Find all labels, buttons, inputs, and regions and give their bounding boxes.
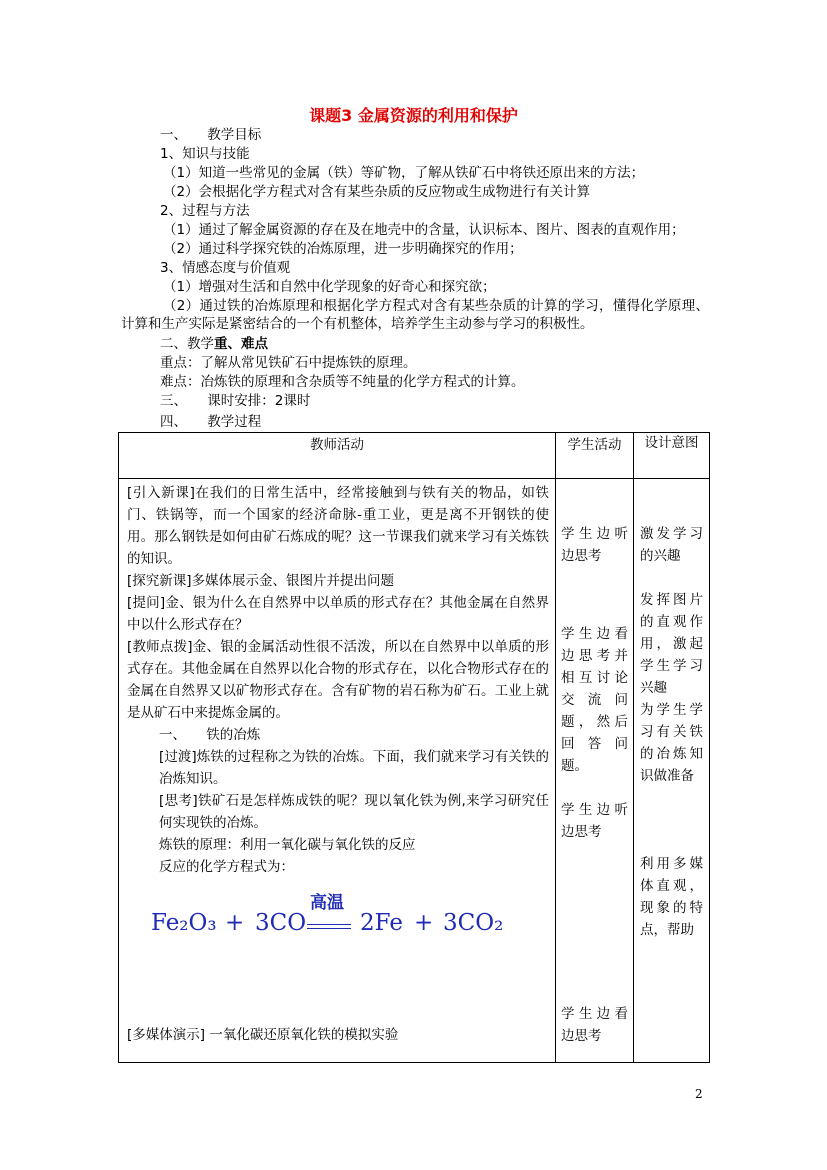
iron-smelting-heading: 一、 铁的冶炼 (159, 727, 261, 743)
student-activity-2: 学生边看边思考并相互讨论交流问题，然后回答问题。 (561, 626, 628, 774)
section-key-points-heading (160, 335, 268, 353)
key-points-heading-prefix: 二、教学 (160, 336, 214, 352)
chemical-equation (127, 893, 549, 948)
teacher-explore: [探究新课]多媒体展示金、银图片并提出问题 (127, 573, 395, 589)
header-design-intent: 设计意图 (634, 433, 710, 479)
equation-intro: 反应的化学方程式为： (159, 859, 294, 875)
design-intent-1: 激发学习的兴趣 (640, 526, 703, 564)
student-activity-3: 学生边听边思考 (561, 802, 628, 840)
objective-process-1: （1）通过了解金属资源的存在及在地壳中的含量，认识标本、图片、图表的直观作用； (163, 222, 685, 238)
reactant-fe2o3: Fe₂O₃ (151, 910, 217, 936)
objective-knowledge-1: （1）知道一些常见的金属（铁）等矿物，了解从铁矿石中将铁还原出来的方法； (163, 165, 645, 181)
section-process-heading: 四、 教学过程 (160, 414, 262, 430)
objective-attitude-heading: 3、情感态度与价值观 (160, 260, 291, 276)
reactant-co: 3CO (255, 910, 307, 936)
teacher-transition: [过渡]炼铁的过程称之为铁的冶炼。下面，我们就来学习有关铁的冶炼知识。 (159, 749, 549, 787)
objective-knowledge-2: （2）会根据化学方程式对含有某些杂质的反应物或生成物进行有关计算 (163, 184, 591, 200)
document-title: 课题3 金属资源的利用和保护 (309, 106, 518, 125)
plus-sign-1: + (225, 910, 245, 936)
student-activity-4: 学生边看边思考 (561, 1006, 628, 1044)
objective-process-2: （2）通过科学探究铁的冶炼原理，进一步明确探究的作用； (163, 241, 523, 257)
teacher-activity-cell (119, 479, 556, 1063)
key-points-heading-bold: 重、难点 (214, 336, 268, 352)
section-schedule: 三、 课时安排：2课时 (160, 393, 311, 409)
header-student-activity: 学生活动 (556, 433, 634, 479)
equals-bar-top (307, 924, 351, 925)
teacher-intro: [引入新课]在我们的日常生活中，经常接触到与铁有关的物品，如铁门、铁锅等，而一个国家的经济命脉-重工业，更是离不开钢铁的使用。那么钢铁是如何由矿石炼成的呢？这一节课我们就来学习有关炼铁的知识。 (127, 485, 549, 567)
objective-knowledge-heading: 1、知识与技能 (160, 146, 250, 162)
key-point: 重点：了解从常见铁矿石中提炼铁的原理。 (160, 355, 417, 371)
header-teacher-activity: 教师活动 (119, 433, 556, 479)
design-intent-2: 发挥图片的直观作用，激起学生学习兴趣 (640, 592, 703, 696)
teacher-guidance: [教师点拨]金、银的金属活动性很不活泼，所以在自然界中以单质的形式存在。其他金属在自然界以化合物的形式存在，以化合物形式存在的金属在自然界又以矿物形式存在。含有矿物的岩石称为矿石。工业上就是从矿石中来提炼金属的。 (127, 639, 549, 721)
difficult-point: 难点：冶炼铁的原理和含杂质等不纯量的化学方程式的计算。 (160, 374, 525, 390)
objective-attitude-2: （2）通过铁的冶炼原理和根据化学方程式对含有某些杂质的计算的学习，懂得化学原理、计算和生产实际是紧密结合的一个有机整体，培养学生主动参与学习的积极性。 (121, 298, 709, 332)
objective-process-heading: 2、过程与方法 (160, 203, 250, 219)
plus-sign-2: + (414, 910, 434, 936)
design-intent-cell (634, 479, 710, 1063)
section-objectives-heading: 一、 教学目标 (160, 127, 262, 143)
product-co2: 3CO₂ (443, 910, 504, 936)
page-number: 2 (695, 1087, 703, 1101)
teacher-question: [提问]金、银为什么在自然界中以单质的形式存在？其他金属在自然界中以什么形式存在？ (127, 595, 549, 633)
smelting-principle: 炼铁的原理：利用一氧化碳与氧化铁的反应 (159, 837, 416, 853)
equals-bar-bottom (307, 928, 351, 929)
teacher-think: [思考]铁矿石是怎样炼成铁的呢？现以氧化铁为例,来学习研究任何实现铁的冶炼。 (159, 793, 549, 831)
product-fe: 2Fe (360, 910, 403, 936)
student-activity-1: 学生边听边思考 (561, 526, 628, 564)
reaction-condition: 高温 (310, 893, 344, 913)
teaching-process-table (118, 432, 710, 1063)
objective-attitude-1: （1）增强对生活和自然中化学现象的好奇心和探究欲； (163, 279, 496, 295)
design-intent-3: 为学生学习有关铁的冶炼知识做准备 (640, 702, 703, 784)
student-activity-cell (556, 479, 634, 1063)
design-intent-4: 利用多媒体直观，现象的特点，帮助 (640, 856, 703, 938)
teacher-demo: [多媒体演示] 一氧化碳还原氧化铁的模拟实验 (127, 1027, 399, 1043)
